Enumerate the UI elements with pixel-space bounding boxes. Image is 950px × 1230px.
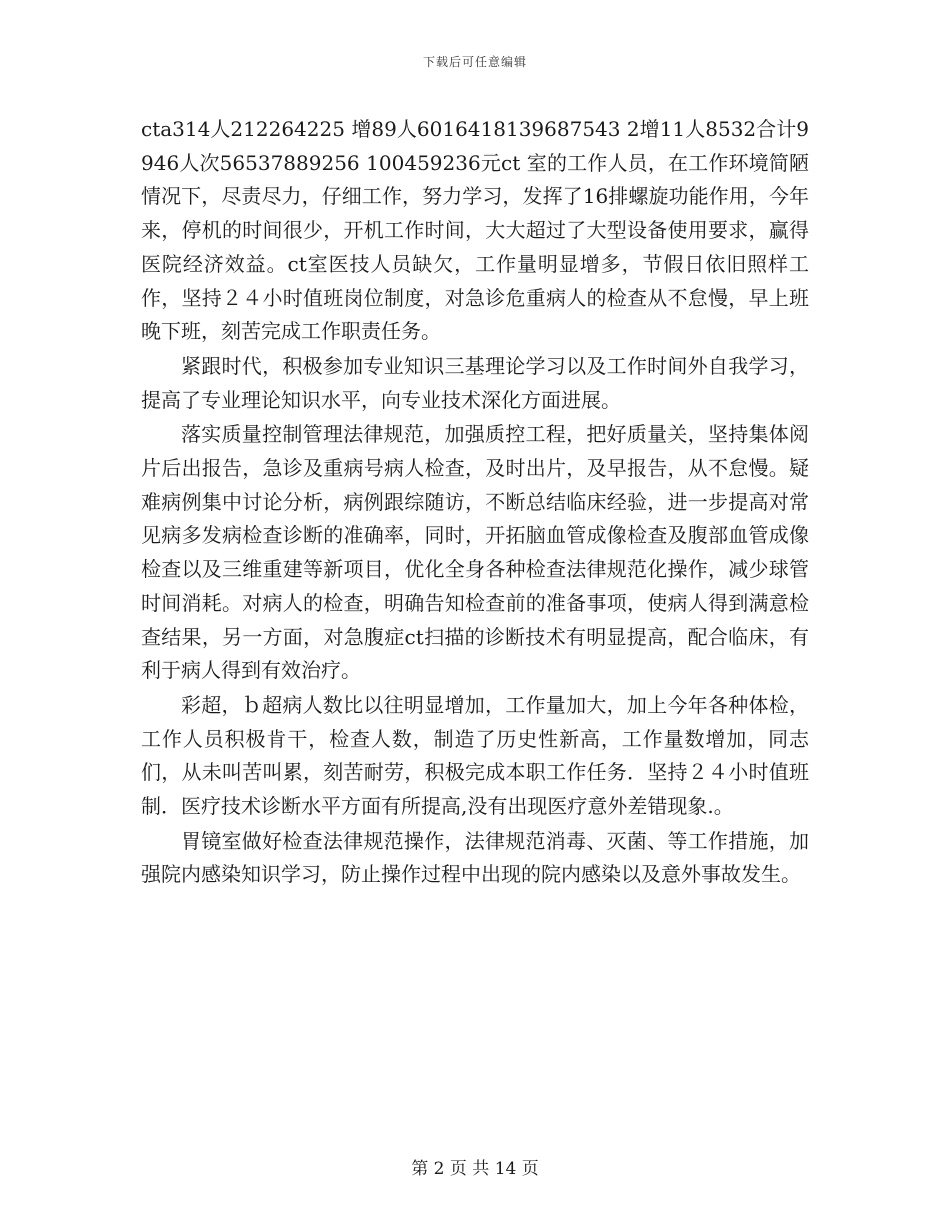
page-number-footer: 第 2 页 共 14 页 (411, 1159, 539, 1179)
paragraph-quality-control: 落实质量控制管理法律规范，加强质控工程，把好质量关，坚持集体阅片后出报告，急诊及重病号病人检查，及时出片，及早报告，从不怠慢。疑难病例集中讨论分析，病例跟综随访，不断总结临床经验，进一步提高对常见病多发病检查诊断的准确率，同时，开拓脑血管成像检查及腹部血管成像检查以及三维重建等新项目，优化全身各种检查法律规范化操作，减少球管时间消耗。对病人的检查，明确告知检查前的准备事项，使病人得到满意检查结果，另一方面，对急腹症ct扫描的诊断技术有明显提高，配合临床，有利于病人得到有效治疗。 (141, 422, 809, 683)
paragraph-study: 紧跟时代，积极参加专业知识三基理论学习以及工作时间外自我学习，提高了专业理论知识水平，向专业技术深化方面进展。 (141, 353, 809, 412)
page-header: 下载后可任意编辑 (422, 55, 527, 69)
paragraph-gastroscopy: 胃镜室做好检查法律规范操作，法律规范消毒、灭菌、等工作措施，加强院内感染知识学习，防止操作过程中出现的院内感染以及意外事故发生。 (141, 828, 809, 887)
document-body (141, 113, 809, 893)
paragraph-ct-statistics: cta314人212264225 增89人6016418139687543 2增11人8532合计9946人次56537889256 100459236元ct 室的工作人员，在工作环境简陋情况下，尽责尽力，仔细工作，努力学习，发挥了16排螺旋功能作用，今年来，停机的时间很少，开机工作时间，大大超过了大型设备使用要求，赢得医院经济效益。ct室医技人员缺欠，工作量明显增多，节假日依旧照样工作，坚持２４小时值班岗位制度，对急诊危重病人的检查从不怠慢，早上班晚下班，刻苦完成工作职责任务。 (141, 117, 809, 344)
paragraph-ultrasound: 彩超，ｂ超病人数比以往明显增加，工作量加大，加上今年各种体检，工作人员积极肯干，检查人数，制造了历史性新高，工作量数增加，同志们，从未叫苦叫累，刻苦耐劳，积极完成本职工作任务．坚持２４小时值班制．医疗技术诊断水平方面有所提高,没有出现医疗意外差错现象.。 (141, 692, 809, 819)
